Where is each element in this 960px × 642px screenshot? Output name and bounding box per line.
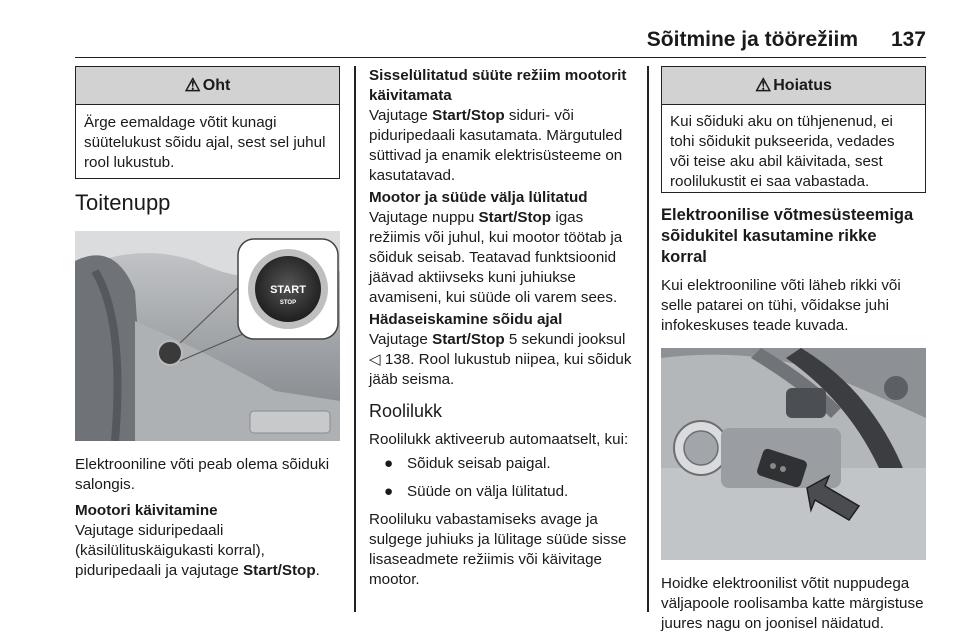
engine-start-heading: Mootori käivitamine	[75, 502, 218, 519]
warning-box-heading: Hoiatus	[773, 76, 832, 94]
engine-off-heading: Mootor ja süüde välja lülitatud	[369, 189, 588, 206]
figure-caption-left: Elektrooniline võti peab olema sõiduki salongis.	[75, 456, 330, 493]
danger-box-body: Ärge eemaldage võtit kunagi süütelukust sõidu ajal, sest sel juhul rool lukustub.	[84, 114, 326, 171]
bullet-icon: ●	[384, 483, 394, 500]
steering-lock-intro: Roolilukk aktiveerub automaatselt, kui:	[369, 431, 629, 448]
start-stop-term: Start/Stop	[478, 209, 552, 226]
figure-caption-right: Hoidke elektroonilist võtit nuppudega väljapoole roolisamba katte märgistuse juures nagu on joonisel näidatud.	[661, 575, 924, 632]
page-header	[75, 22, 926, 58]
start-stop-term: Start/Stop	[432, 331, 505, 348]
bullet-icon: ●	[384, 455, 394, 472]
engine-start-line2: (käsilülituskäigukasti korral),	[75, 542, 265, 559]
engine-start-line3-suffix: .	[315, 562, 320, 579]
column-left	[75, 66, 340, 581]
warning-box-header	[662, 67, 925, 105]
bullet-text: Sõiduk seisab paigal.	[407, 455, 551, 472]
engine-start-line3-prefix: piduripedaali ja vajutage	[75, 562, 244, 579]
auto-off-text	[369, 106, 633, 186]
warning-box	[661, 66, 926, 193]
danger-box-header	[76, 67, 339, 105]
emergency-heading: Hädaseiskamine sõidu ajal	[369, 311, 563, 328]
warning-triangle-icon: ⚠	[755, 75, 772, 95]
warning-triangle-icon: ⚠	[184, 75, 201, 95]
engine-off-suffix: igas režiimis või juhul, kui mootor töötab ja sõiduk seisab. Teatavad funktsioonid jäävad aktiivseks kuni juhiukse avamiseni, kui süüde oli varem sees.	[369, 209, 623, 306]
start-button-figure	[75, 231, 340, 441]
auto-off-heading: Sisselülitatud süüte režiim mootorit käivitamata	[369, 67, 627, 104]
emergency-ref-text: 138. Rool lukustub niipea, kui sõiduk jääb seisma.	[369, 351, 632, 388]
start-stop-term: Start/Stop	[432, 107, 505, 124]
button-start-label: START	[270, 284, 306, 296]
engine-off-prefix: Vajutage nuppu	[369, 209, 479, 226]
column-middle	[369, 66, 633, 590]
failure-section-title: Elektroonilise võtmesüsteemiga sõidukitel kasutamine rikke korral	[661, 206, 914, 266]
dashboard-illustration	[75, 231, 340, 441]
engine-start-line3	[75, 561, 340, 581]
auto-off-prefix: Vajutage	[369, 107, 433, 124]
column-divider-2	[647, 66, 649, 612]
steering-column-illustration	[661, 348, 926, 560]
failure-text: Kui elektrooniline võti läheb rikki või selle patarei on tühi, võidakse juhi infokeskuses teade kuvada.	[661, 277, 901, 334]
auto-off-suffix: siduri- või piduripedaali kasutamata. Märgutuled süttivad ja enamik elektrisüsteeme on kasutatavad.	[369, 107, 623, 184]
key-placement-figure	[661, 348, 926, 560]
list-item	[369, 482, 633, 502]
page-number: 137	[890, 28, 926, 51]
column-right	[661, 66, 926, 634]
button-stop-label: STOP	[279, 300, 297, 306]
steering-lock-title: Roolilukk	[369, 401, 443, 421]
steering-lock-conditions	[369, 454, 633, 502]
engine-off-text	[369, 208, 633, 308]
list-item	[369, 454, 633, 474]
steering-lock-outro: Rooliluku vabastamiseks avage ja sulgege juhiuks ja lülitage süüde sisse lisaseadmete režiimis või käivitage mootor.	[369, 511, 627, 588]
danger-box-heading: Oht	[202, 76, 231, 94]
emergency-prefix: Vajutage	[369, 331, 433, 348]
emergency-text	[369, 330, 633, 390]
danger-box	[75, 66, 340, 179]
engine-start-line1: Vajutage siduripedaali	[75, 522, 224, 539]
warning-box-body: Kui sõiduki aku on tühjenenud, ei tohi sõidukit pukseerida, vedades või teise aku abil käivitada, sest roolilukustit ei saa vabastada.	[670, 113, 895, 190]
header-title: Sõitmine ja töörežiim	[646, 28, 858, 51]
bullet-text: Süüde on välja lülitatud.	[407, 483, 569, 500]
start-stop-term: Start/Stop	[243, 562, 316, 579]
page-reference-icon[interactable]: ◁	[369, 351, 381, 368]
column-divider-1	[354, 66, 356, 612]
section-title-toitenupp: Toitenupp	[75, 190, 171, 215]
emergency-suffix: 5 sekundi jooksul	[504, 331, 626, 348]
